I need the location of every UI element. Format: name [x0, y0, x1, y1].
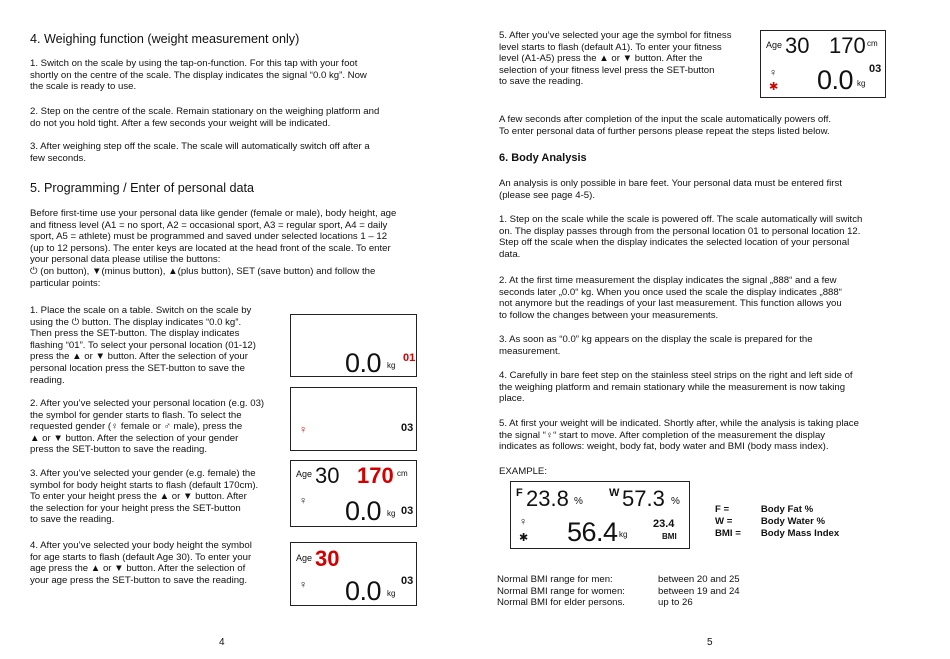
bmi-group: Normal BMI for elder persons.	[497, 597, 625, 609]
section-title-body-analysis: 6. Body Analysis	[499, 152, 587, 164]
prog-step-3: 3. After you’ve selected your gender (e.g. female) the symbol for body height starts to flash (default 170cm). To enter your height press the ▲ or ▼ button. After the selection for your height press the SET-button to save the reading.	[30, 468, 259, 526]
display-body-fat: 23.8	[526, 486, 569, 511]
display-weight: 0.0	[345, 576, 382, 606]
section-title-weighing: 4. Weighing function (weight measurement only)	[30, 32, 300, 46]
display-height: 170	[829, 33, 866, 58]
prog-step-2: 2. After you’ve selected your personal location (e.g. 03) the symbol for gender starts to flash. To select the requested gender (♀ female or ♂ male), press the ▲ or ▼ button. After the selection of your gender press the SET-button to save the reading.	[30, 398, 265, 456]
fitness-person-icon: ✱	[519, 532, 529, 544]
legend-row	[715, 504, 847, 516]
display-height: 170	[357, 463, 394, 488]
scale-display-1	[290, 314, 417, 377]
display-location: 01	[403, 352, 416, 364]
prog-step-1: 1. Place the scale on a table. Switch on the scale by using the ⏻ button. The display indicates “0.0 kg”. Then press the SET-button. The display indicates flashing “01”. To select your personal location (01-12) press the ▲ or ▼ button. After the selection of your personal location press the SET-button to save the reading.	[30, 305, 256, 386]
prog-step-5: 5. After you’ve selected your age the symbol for fitness level starts to flash (default A1). To enter your fitness level (A1-A5) press the ▲ or ▼ button. After the selection of your fitness level press the SET-button to save the reading.	[499, 30, 732, 88]
programming-intro: Before first-time use your personal data like gender (female or male), body height, age and fitness level (A1 = no sport, A2 = occasional sport, A3 = regular sport, A4 = daily sport, A5 = athlete) must be programmed and saved under selected locations 1 – 12 (up to 12 persons). The enter keys are located at the head front of the scale. To enter your personal data please utilise the buttons:	[30, 208, 397, 266]
scale-display-3	[290, 460, 417, 527]
scale-display-5	[760, 30, 886, 98]
fat-label: F	[516, 487, 523, 499]
female-icon: ♀	[299, 579, 308, 591]
cm-unit: cm	[867, 39, 878, 48]
fat-percent: %	[574, 496, 583, 507]
abbreviation-legend	[715, 504, 847, 540]
female-icon: ♀	[299, 424, 308, 436]
bmi-range: up to 26	[658, 597, 693, 609]
display-unit: kg	[387, 361, 396, 370]
weighing-step-3: 3. After weighing step off the scale. The scale will automatically switch off after a few seconds.	[30, 141, 370, 164]
scale-display-example	[510, 481, 690, 549]
table-row	[497, 597, 740, 609]
display-unit: kg	[387, 589, 396, 598]
legend-value: Body Fat %	[760, 504, 814, 515]
body-analysis-intro: An analysis is only possible in bare feet. Your personal data must be entered first (please see page 4-5).	[499, 178, 842, 201]
age-label: Age	[766, 40, 783, 50]
legend-value: Body Water %	[760, 516, 826, 527]
bmi-range-table	[497, 574, 740, 609]
bmi-group: Normal BMI range for men:	[497, 574, 613, 585]
display-location: 03	[401, 575, 414, 587]
display-unit: kg	[857, 79, 866, 88]
buttons-line-2: particular points:	[30, 278, 101, 289]
ba-step-3: 3. As soon as “0.0” kg appears on the display the scale is prepared for the measurement.	[499, 334, 813, 357]
display-bmi: 23.4	[653, 518, 675, 530]
fitness-person-icon: ✱	[769, 81, 779, 93]
bmi-range: between 20 and 25	[658, 574, 740, 585]
after-input-text: A few seconds after completion of the input the scale automatically powers off. To enter personal data of further persons please repeat the steps listed below.	[499, 114, 832, 137]
display-weight: 0.0	[817, 65, 854, 95]
female-icon: ♀	[519, 516, 528, 528]
display-location: 03	[869, 63, 882, 75]
display-age: 30	[785, 33, 810, 58]
water-percent: %	[671, 496, 680, 507]
female-icon: ♀	[769, 67, 778, 79]
display-weight: 0.0	[345, 496, 382, 526]
age-label: Age	[296, 469, 313, 479]
buttons-line: ⏻ (on button), ▼(minus button), ▲(plus button), SET (save button) and follow the	[30, 266, 376, 277]
scale-display-2	[290, 387, 417, 451]
table-row	[497, 586, 740, 598]
page-number-right: 5	[707, 637, 713, 648]
weighing-step-1: 1. Switch on the scale by using the tap-on-function. For this tap with your foot shortly on the centre of the scale. The display indicates the signal “0.0 kg”. Now the scale is ready to use.	[30, 58, 367, 93]
legend-value: Body Mass Index	[760, 528, 840, 539]
cm-unit: cm	[397, 469, 408, 478]
ba-step-1: 1. Step on the scale while the scale is powered off. The scale automatically will switch on. The display passes through from the personal location 01 to personal location 12. Step off the scale when the display indicates the selected location of your personal data.	[499, 214, 863, 260]
legend-key: W =	[715, 516, 733, 527]
weighing-step-2: 2. Step on the centre of the scale. Remain stationary on the weighing platform and do not you hold tight. After a few seconds your weight will be indicated.	[30, 106, 380, 129]
display-location: 03	[401, 505, 414, 517]
ba-step-5: 5. At first your weight will be indicated. Shortly after, while the analysis is taking place the signal “♀“ start to move. After completion of the measurement the display indicates as follows: weight, body fat, body water and BMI (body mass index).	[499, 418, 859, 453]
example-label: EXAMPLE:	[499, 466, 547, 477]
display-age: 30	[315, 463, 340, 488]
display-location: 03	[401, 422, 414, 434]
prog-step-4: 4. After you’ve selected your body height the symbol for age starts to flash (default Age 30). To enter your age press the ▲ or ▼ button. After the selection of your age press the SET-button to save the reading.	[30, 540, 252, 586]
female-icon: ♀	[299, 495, 308, 507]
display-weight: 56.4	[567, 517, 618, 547]
display-age: 30	[315, 546, 340, 571]
water-label: W	[609, 487, 620, 499]
bmi-group: Normal BMI range for women:	[497, 585, 625, 597]
display-unit: kg	[387, 509, 396, 518]
ba-step-2: 2. At the first time measurement the display indicates the signal „888“ and a few seconds later „0.0“ kg. When you once used the scale the display indicates „888“ not anymore but the readings of your last measurement. This function allows you to follow the changes between your measurements.	[499, 275, 842, 321]
legend-row	[715, 528, 847, 540]
scale-display-4	[290, 542, 417, 606]
legend-key: F =	[715, 504, 730, 515]
section-title-programming: 5. Programming / Enter of personal data	[30, 181, 255, 195]
bmi-range: between 19 and 24	[658, 585, 740, 597]
age-label: Age	[296, 553, 313, 563]
display-unit: kg	[619, 530, 628, 539]
display-weight: 0.0	[345, 348, 382, 378]
display-body-water: 57.3	[622, 486, 665, 511]
page-number-left: 4	[219, 637, 225, 648]
table-row	[497, 574, 740, 586]
ba-step-4: 4. Carefully in bare feet step on the stainless steel strips on the right and left side of the weighing platform and remain stationary while the measurement is now taking place.	[499, 370, 853, 405]
legend-row	[715, 516, 847, 528]
legend-key: BMI =	[715, 528, 741, 539]
bmi-label: BMI	[662, 532, 677, 541]
